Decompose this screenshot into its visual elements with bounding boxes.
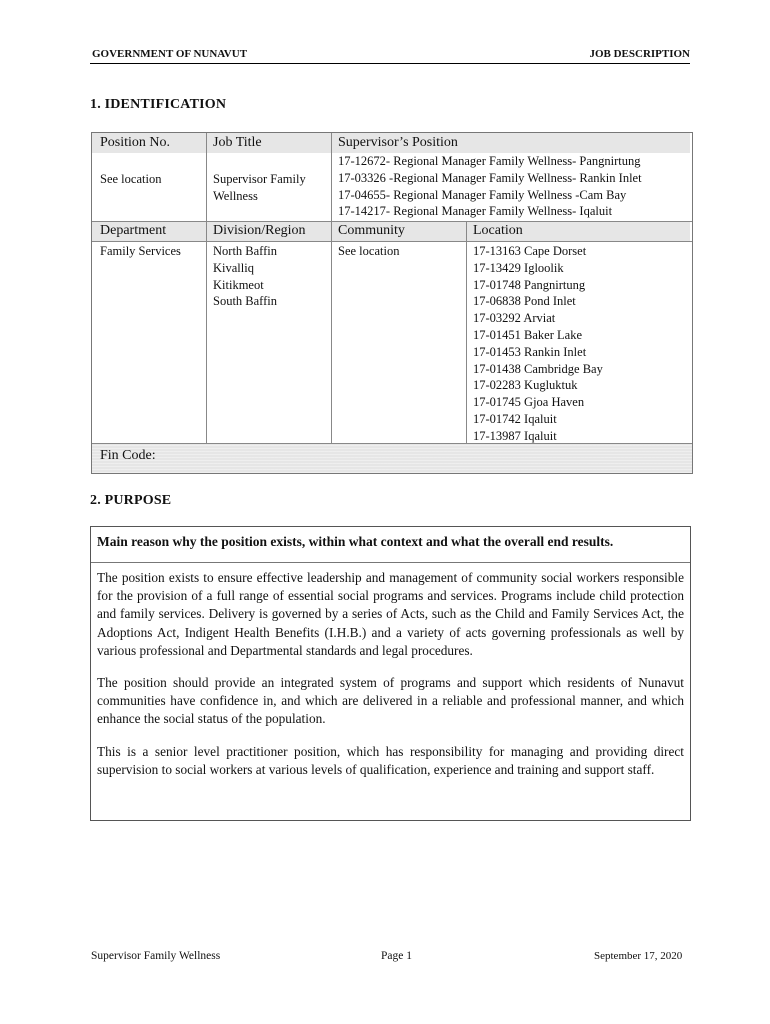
division-header: Division/Region (213, 223, 306, 238)
position-no-header: Position No. (100, 135, 171, 150)
location-item: 17-13987 Iqaluit (473, 428, 557, 443)
community-header: Community (338, 223, 405, 238)
column-divider (206, 133, 207, 443)
fin-code-label: Fin Code: (100, 448, 156, 463)
location-header: Location (473, 223, 523, 238)
row-divider (92, 443, 692, 444)
supervisor-line: 17-14217- Regional Manager Family Wellness- Iqaluit (338, 204, 613, 219)
purpose-paragraph: The position exists to ensure effective leadership and management of community social workers responsible for the provision of a full range of essential social programs and services. Programs include child protection and family services. Delivery is governed by a series of Acts, such as the Child and Family Services Act, the Adoptions Act, Indigent Health Benefits (I.H.B.) and a variety of acts governing professionals as well by various professional and Departmental standards and legal procedures. (97, 570, 684, 658)
community-value: See location (338, 244, 400, 258)
purpose-heading: 2. PURPOSE (90, 493, 172, 508)
purpose-body (97, 569, 684, 793)
position-no-value: See location (100, 172, 162, 186)
location-item: 17-01453 Rankin Inlet (473, 344, 587, 359)
location-item: 17-01742 Iqaluit (473, 411, 557, 426)
purpose-paragraph: This is a senior level practitioner position, which has responsibility for managing and providing direct supervision to social workers at various levels of qualification, experience and training and support staff. (97, 743, 684, 777)
fin-code-row (92, 443, 692, 473)
job-title-value (213, 171, 306, 205)
column-divider (331, 133, 332, 443)
division-list (213, 243, 277, 310)
division-item: Kitikmeot (213, 277, 264, 292)
footer-date: September 17, 2020 (594, 950, 683, 962)
footer-page-number: Page 1 (381, 950, 412, 962)
purpose-box-title: Main reason why the position exists, within what context and what the overall end results. (91, 527, 690, 563)
supervisor-line: 17-04655- Regional Manager Family Wellness -Cam Bay (338, 187, 627, 202)
page-header (90, 47, 690, 64)
department-header: Department (100, 223, 167, 238)
job-title-header: Job Title (213, 135, 262, 150)
division-item: North Baffin (213, 244, 277, 258)
purpose-box (90, 526, 691, 821)
location-item: 17-01438 Cambridge Bay (473, 361, 603, 376)
location-list (473, 243, 603, 445)
supervisor-header: Supervisor’s Position (338, 135, 458, 150)
location-item: 17-13429 Igloolik (473, 260, 564, 275)
location-item: 17-03292 Arviat (473, 311, 556, 326)
purpose-paragraph: The position should provide an integrated system of programs and support which residents of Nunavut communities have confidence in, and which are delivered in a reliable and professional manner, and which enhance the social status of the population. (97, 675, 684, 727)
location-item: 17-01451 Baker Lake (473, 327, 582, 342)
location-item: 17-01748 Pangnirtung (473, 277, 586, 292)
supervisor-line: 17-12672- Regional Manager Family Wellness- Pangnirtung (338, 154, 641, 168)
row-divider (92, 241, 692, 242)
identification-table (91, 132, 693, 474)
supervisor-list (338, 153, 642, 220)
header-document-type: JOB DESCRIPTION (589, 48, 690, 60)
job-title-line: Wellness (213, 188, 258, 203)
location-item: 17-01745 Gjoa Haven (473, 395, 585, 410)
division-item: South Baffin (213, 294, 278, 309)
department-value: Family Services (100, 244, 181, 258)
supervisor-line: 17-03326 -Regional Manager Family Wellness- Rankin Inlet (338, 170, 642, 185)
identification-heading: 1. IDENTIFICATION (90, 97, 227, 112)
job-title-line: Supervisor Family (213, 172, 306, 186)
location-item: 17-02283 Kugluktuk (473, 378, 578, 393)
header-organization: GOVERNMENT OF NUNAVUT (92, 48, 248, 60)
column-divider (466, 222, 467, 443)
division-item: Kivalliq (213, 260, 254, 275)
footer-title: Supervisor Family Wellness (91, 950, 221, 962)
location-item: 17-13163 Cape Dorset (473, 244, 587, 258)
location-item: 17-06838 Pond Inlet (473, 294, 576, 309)
